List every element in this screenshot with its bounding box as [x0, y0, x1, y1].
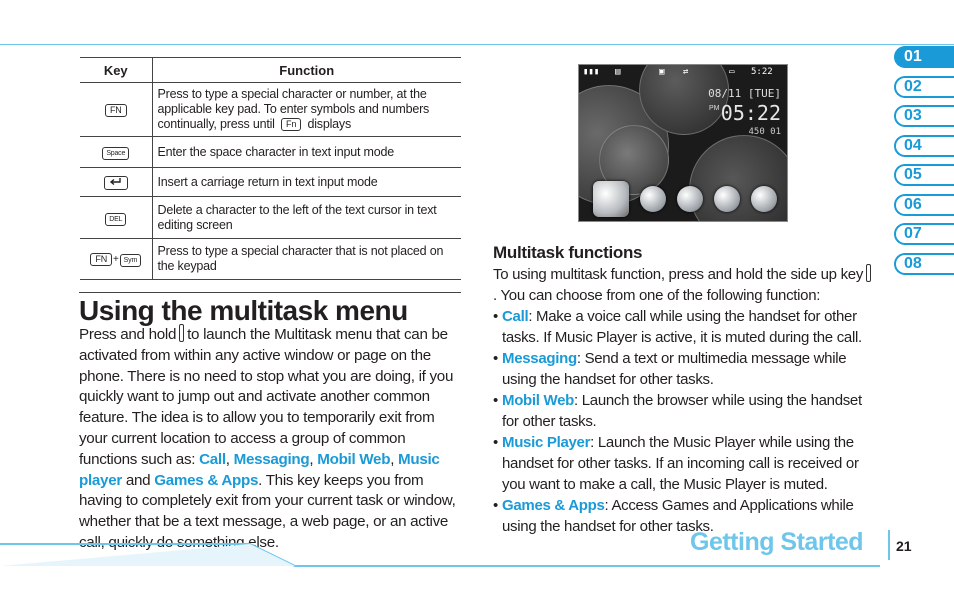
chapter-tab-05[interactable]: 05: [894, 164, 954, 186]
chapter-tab-01[interactable]: 01: [894, 46, 954, 68]
phone-network-code: 450 01: [748, 127, 781, 137]
table-header-row: [80, 58, 461, 83]
feature-music-player: Music player: [79, 450, 440, 489]
chapter-tab-06[interactable]: 06: [894, 194, 954, 216]
feature-games-apps: Games & Apps: [154, 471, 259, 489]
row-function-text: Press to type a special character or number, at the applicable key pad. To enter symbols and numbers continually, press until: [157, 87, 430, 131]
chapter-tabs: [894, 46, 954, 282]
table-row: [80, 197, 461, 239]
fn-key-icon: FN: [105, 104, 127, 117]
footer-section-title: Getting Started: [690, 528, 864, 556]
sync-icon: ⇄: [683, 67, 689, 77]
phone-status-bar: [579, 65, 788, 79]
row-function-text: Press to type a special character that is not placed on the keypad: [152, 239, 461, 280]
fn-key-icon: Fn: [281, 118, 301, 131]
del-key-icon: DEL: [105, 213, 126, 226]
list-item: • Call: Make a voice call while using the handset for other tasks. If Music Player is active, it is muted during the call.: [493, 306, 877, 348]
header-function: Function: [152, 58, 461, 83]
message-icon: ▣: [659, 67, 665, 77]
messaging-icon: [640, 186, 666, 212]
side-key-icon: [179, 324, 184, 342]
feature-mobil-web: Mobil Web: [317, 450, 391, 468]
row-function-text: Insert a carriage return in text input mode: [152, 168, 461, 197]
table-row: [80, 168, 461, 197]
music-icon: [714, 186, 740, 212]
chapter-tab-03[interactable]: 03: [894, 105, 954, 127]
web-icon: [677, 186, 703, 212]
multitask-list: [493, 306, 877, 537]
status-time: 5:22: [751, 67, 773, 77]
table-row: [80, 137, 461, 168]
signal-icon: ▮▮▮: [583, 67, 600, 77]
multitask-intro: To using multitask function, press and hold the side up key. You can choose from one of the following function:: [493, 264, 875, 306]
list-item: • Mobil Web: Launch the browser while using the handset for other tasks.: [493, 390, 877, 432]
feature-call: Call: [199, 450, 226, 468]
table-row: [80, 239, 461, 280]
phone-ampm: PM: [709, 105, 720, 112]
list-item: • Games & Apps: Access Games and Applications while using the handset for other tasks.: [493, 495, 877, 537]
row-function-text: displays: [307, 117, 351, 131]
battery-icon: ▭: [729, 67, 735, 77]
multitask-subheading: Multitask functions: [493, 243, 643, 262]
space-key-icon: Space: [102, 147, 129, 160]
page-number: 21: [896, 538, 912, 554]
call-icon: [593, 181, 629, 217]
network-icon: ▤: [615, 67, 621, 77]
row-function-text: Delete a character to the left of the text cursor in text editing screen: [152, 197, 461, 239]
games-icon: [751, 186, 777, 212]
chapter-tab-04[interactable]: 04: [894, 135, 954, 157]
multitask-tray: [587, 181, 783, 217]
list-item: • Music Player: Launch the Music Player while using the handset for other tasks. If an incoming call is received or you want to make a call, the Music Player is muted.: [493, 432, 877, 495]
enter-key-icon: [104, 176, 128, 190]
intro-paragraph: Press and hold to launch the Multitask menu that can be activated from within any active window or page on the phone. There is no need to stop what you are doing, if you quickly want to jump out and activate another common feature. The idea is to allow you to temporarily exit from your current location to access a group of common functions such as: Call, Messaging, Mobil Web, Music player and Games & Apps. This key keeps you from having to completely exit from your current task or window, whether that be a text message, a web page, or an active call, quickly do something else.: [79, 326, 456, 551]
phone-screenshot: [578, 64, 788, 222]
row-function-text: Enter the space character in text input mode: [152, 137, 461, 168]
plus-sign: +: [113, 254, 119, 265]
feature-messaging: Messaging: [233, 450, 310, 468]
phone-time: 05:22: [720, 101, 781, 125]
top-rule: [0, 44, 954, 45]
list-item: • Messaging: Send a text or multimedia message while using the handset for other tasks.: [493, 348, 877, 390]
section-heading: Using the multitask menu: [79, 292, 461, 327]
footer-separator: [888, 530, 890, 560]
key-function-table: [80, 57, 461, 280]
chapter-tab-08[interactable]: 08: [894, 253, 954, 275]
chapter-tab-02[interactable]: 02: [894, 76, 954, 98]
fn-key-icon: FN: [90, 253, 112, 266]
side-key-icon: [866, 264, 871, 282]
phone-date: 08/11 [TUE]: [708, 87, 781, 100]
table-row: [80, 83, 461, 137]
header-key: Key: [80, 58, 152, 83]
sym-key-icon: Sym: [120, 254, 141, 267]
chapter-tab-07[interactable]: 07: [894, 223, 954, 245]
